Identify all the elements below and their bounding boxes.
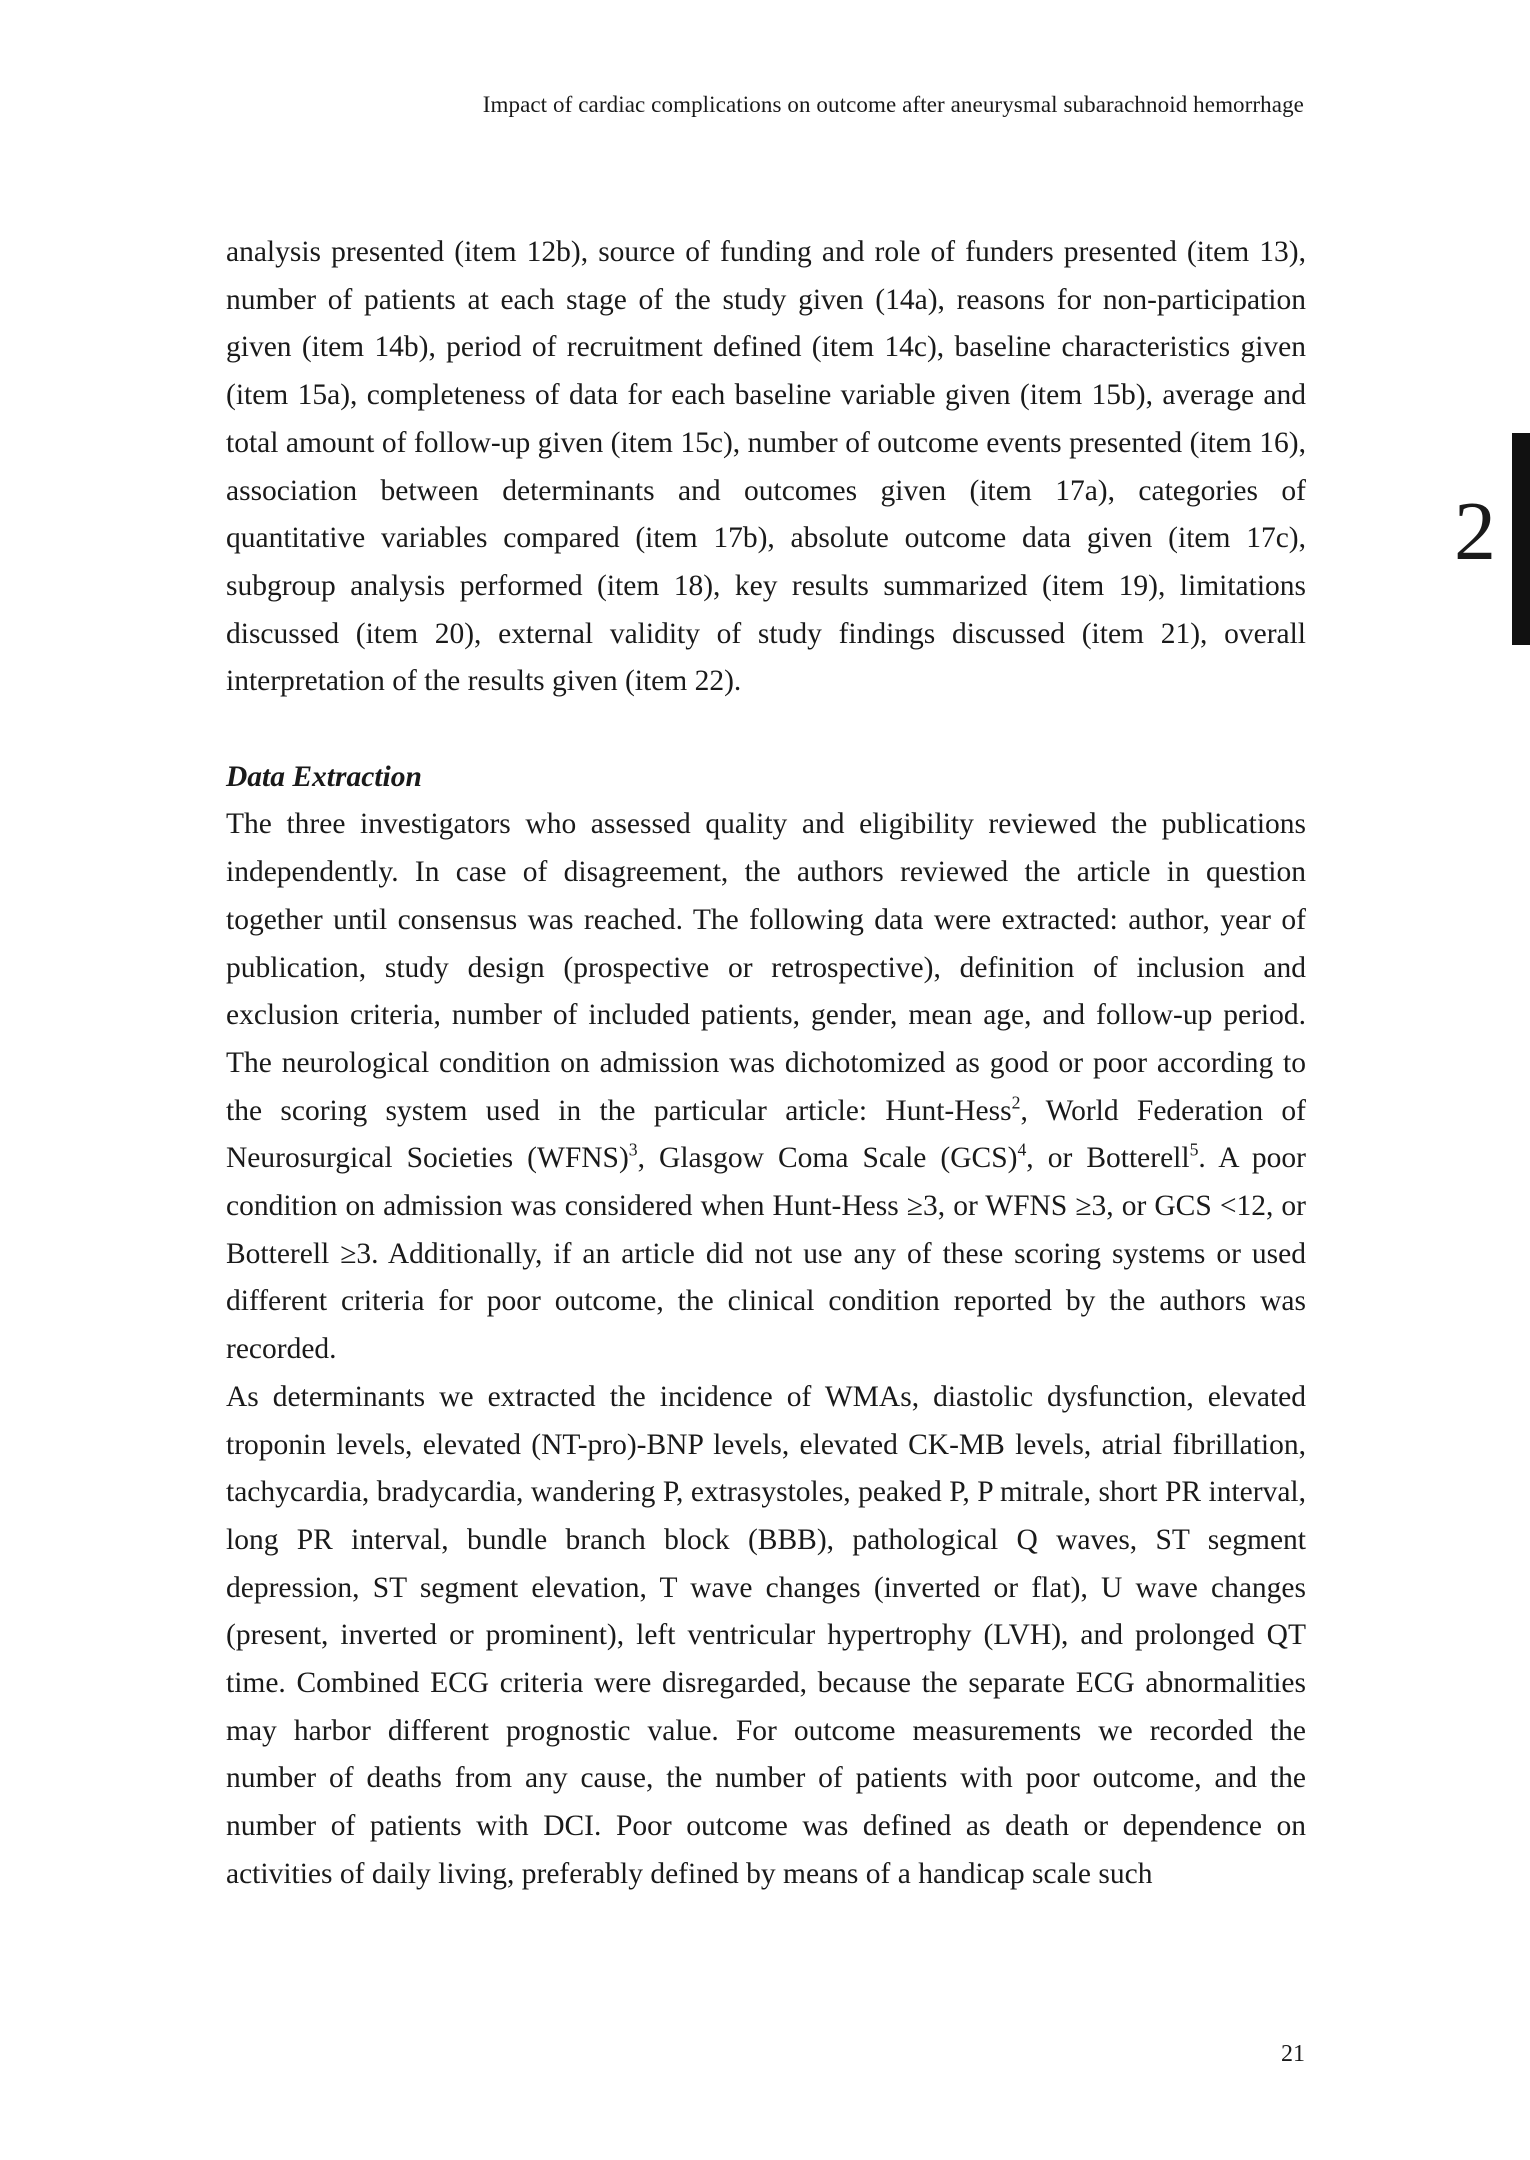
text-run: , World Federation of Neurosurgical Societies (WFNS): [226, 1094, 1306, 1175]
body-text: [226, 229, 1306, 1899]
text-run: The three investigators who assessed quality and eligibility reviewed the publications independently. In case of disagreement, the authors reviewed the article in question together until consensus was reached. The following data were extracted: author, year of publication, study design (prospective or retrospective), definition of inclusion and exclusion criteria, number of included patients, gender, mean age, and follow-up period. The neurological condition on admission was dichotomized as good or poor according to the scoring system used in the particular article: Hunt-Hess: [226, 808, 1306, 1127]
data-extraction-paragraph-2: As determinants we extracted the incidence of WMAs, diastolic dysfunction, elevated troponin levels, elevated (NT-pro)-BNP levels, elevated CK-MB levels, atrial fibrillation, tachycardia, bradycardia, wandering P, extrasystoles, peaked P, P mitrale, short PR interval, long PR interval, bundle branch block (BBB), pathological Q waves, ST segment depression, ST segment elevation, T wave changes (inverted or flat), U wave changes (present, inverted or prominent), left ventricular hypertrophy (LVH), and prolonged QT time. Combined ECG criteria were disregarded, because the separate ECG abnormalities may harbor different prognostic value. For outcome measurements we recorded the number of deaths from any cause, the number of patients with poor outcome, and the number of patients with DCI. Poor outcome was defined as death or dependence on activities of daily living, preferably defined by means of a handicap scale such: [226, 1380, 1306, 1890]
reference-superscript: 2: [1011, 1092, 1021, 1113]
reference-superscript: 3: [628, 1139, 638, 1160]
continuation-paragraph: analysis presented (item 12b), source of funding and role of funders presented (item 13), number of patients at each stage of the study given (14a), reasons for non-participation given (item 14b), period of recruitment defined (item 14c), baseline characteristics given (item 15a), completeness of data for each baseline variable given (item 15b), average and total amount of follow-up given (item 15c), number of outcome events presented (item 16), association between determinants and outcomes given (item 17a), categories of quantitative variables compared (item 17b), absolute outcome data given (item 17c), subgroup analysis performed (item 18), key results summarized (item 19), limitations discussed (item 20), external validity of study findings discussed (item 21), overall interpretation of the results given (item 22).: [226, 236, 1306, 698]
page-number: 21: [1281, 2041, 1305, 2067]
text-run: , Glasgow Coma Scale (GCS): [637, 1142, 1018, 1175]
running-header: Impact of cardiac complications on outcome after aneurysmal subarachnoid hemorrhage: [482, 92, 1304, 117]
section-heading: Data Extraction: [226, 760, 422, 793]
text-run: . A poor condition on admission was considered when Hunt-Hess ≥3, or WFNS ≥3, or GCS <12, or Botterell ≥3. Additionally, if an article did not use any of these scoring systems or used different criteria for poor outcome, the clinical condition reported by the authors was recorded.: [226, 1142, 1306, 1366]
paragraph-gap: [226, 706, 1306, 754]
chapter-number: 2: [1454, 485, 1496, 578]
data-extraction-paragraph-1: [226, 801, 1306, 1373]
text-run: , or Botterell: [1026, 1142, 1190, 1175]
reference-superscript: 5: [1189, 1139, 1199, 1160]
chapter-tab: [1512, 433, 1530, 645]
reference-superscript: 4: [1017, 1139, 1027, 1160]
